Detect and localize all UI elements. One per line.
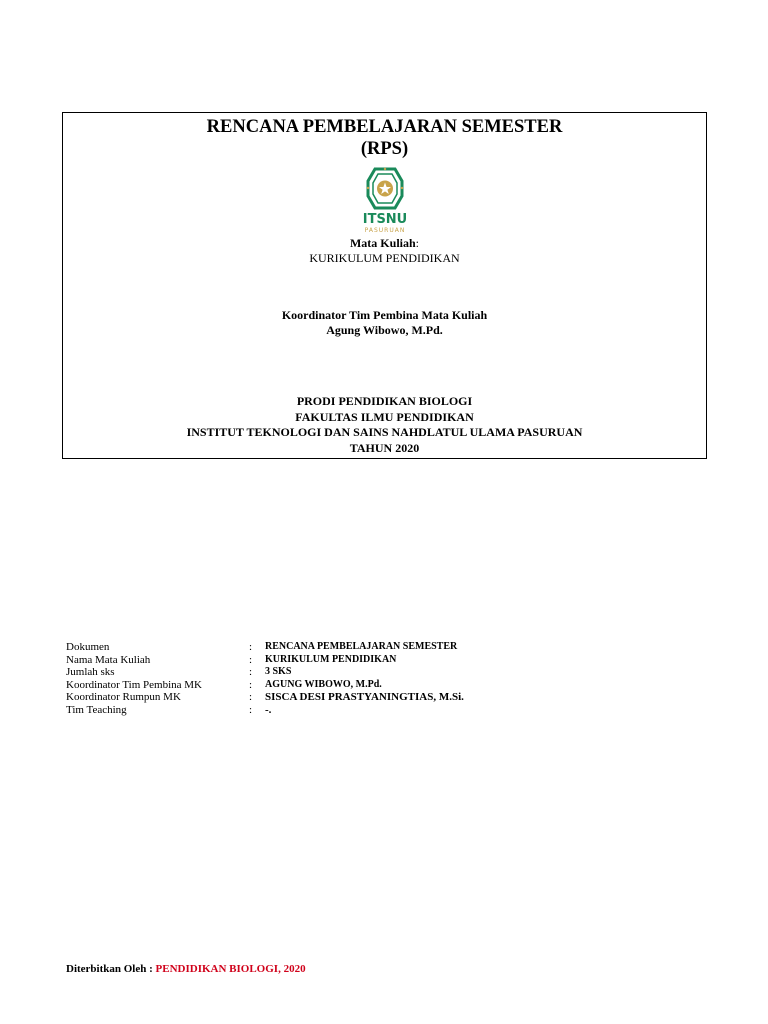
document-subtitle: (RPS)	[360, 139, 409, 159]
document-info	[66, 641, 464, 716]
info-colon: :	[249, 691, 253, 703]
info-row	[66, 641, 464, 654]
info-value: RENCANA PEMBELAJARAN SEMESTER	[265, 641, 458, 652]
tahun: TAHUN 2020	[349, 440, 420, 455]
cover-box	[62, 112, 707, 459]
info-value: SISCA DESI PRASTYANINGTIAS, M.Si.	[265, 691, 464, 703]
info-label: Dokumen	[66, 641, 110, 653]
prodi: PRODI PENDIDIKAN BIOLOGI	[296, 394, 473, 408]
mata-kuliah-name: KURIKULUM PENDIDIKAN	[309, 251, 460, 265]
info-value: AGUNG WIBOWO, M.Pd.	[265, 678, 382, 690]
info-colon: :	[249, 678, 253, 691]
info-label: Nama Mata Kuliah	[66, 653, 151, 666]
logo-text: ITSNU	[362, 212, 407, 227]
fakultas: FAKULTAS ILMU PENDIDIKAN	[295, 409, 474, 424]
info-value: KURIKULUM PENDIDIKAN	[265, 653, 397, 665]
info-label: Koordinator Tim Pembina MK	[66, 678, 202, 691]
publisher-footer	[66, 963, 306, 975]
info-row	[66, 691, 464, 704]
document-title: RENCANA PEMBELAJARAN SEMESTER	[206, 117, 563, 137]
info-colon: :	[249, 703, 253, 716]
info-label: Koordinator Rumpun MK	[66, 691, 181, 703]
institut: INSTITUT TEKNOLOGI DAN SAINS NAHDLATUL ULAMA PASURUAN	[186, 425, 583, 439]
logo-subtext: PASURUAN	[364, 227, 405, 234]
info-colon: :	[249, 666, 253, 678]
info-value: 3 SKS	[265, 666, 292, 677]
koordinator-name: Agung Wibowo, M.Pd.	[326, 323, 443, 337]
info-label: Tim Teaching	[66, 703, 127, 716]
info-value: -.	[265, 703, 272, 716]
info-row	[66, 666, 464, 679]
koordinator-label: Koordinator Tim Pembina Mata Kuliah	[281, 308, 488, 322]
info-row	[66, 704, 464, 717]
info-row	[66, 654, 464, 667]
mata-kuliah-label: Mata Kuliah:	[349, 236, 419, 250]
publisher-label: Diterbitkan Oleh :	[66, 963, 156, 975]
info-label: Jumlah sks	[66, 666, 115, 678]
itsnu-logo-icon	[345, 166, 425, 234]
info-colon: :	[249, 653, 253, 666]
publisher-value: PENDIDIKAN BIOLOGI, 2020	[155, 963, 306, 975]
info-row	[66, 679, 464, 692]
info-colon: :	[249, 641, 253, 653]
